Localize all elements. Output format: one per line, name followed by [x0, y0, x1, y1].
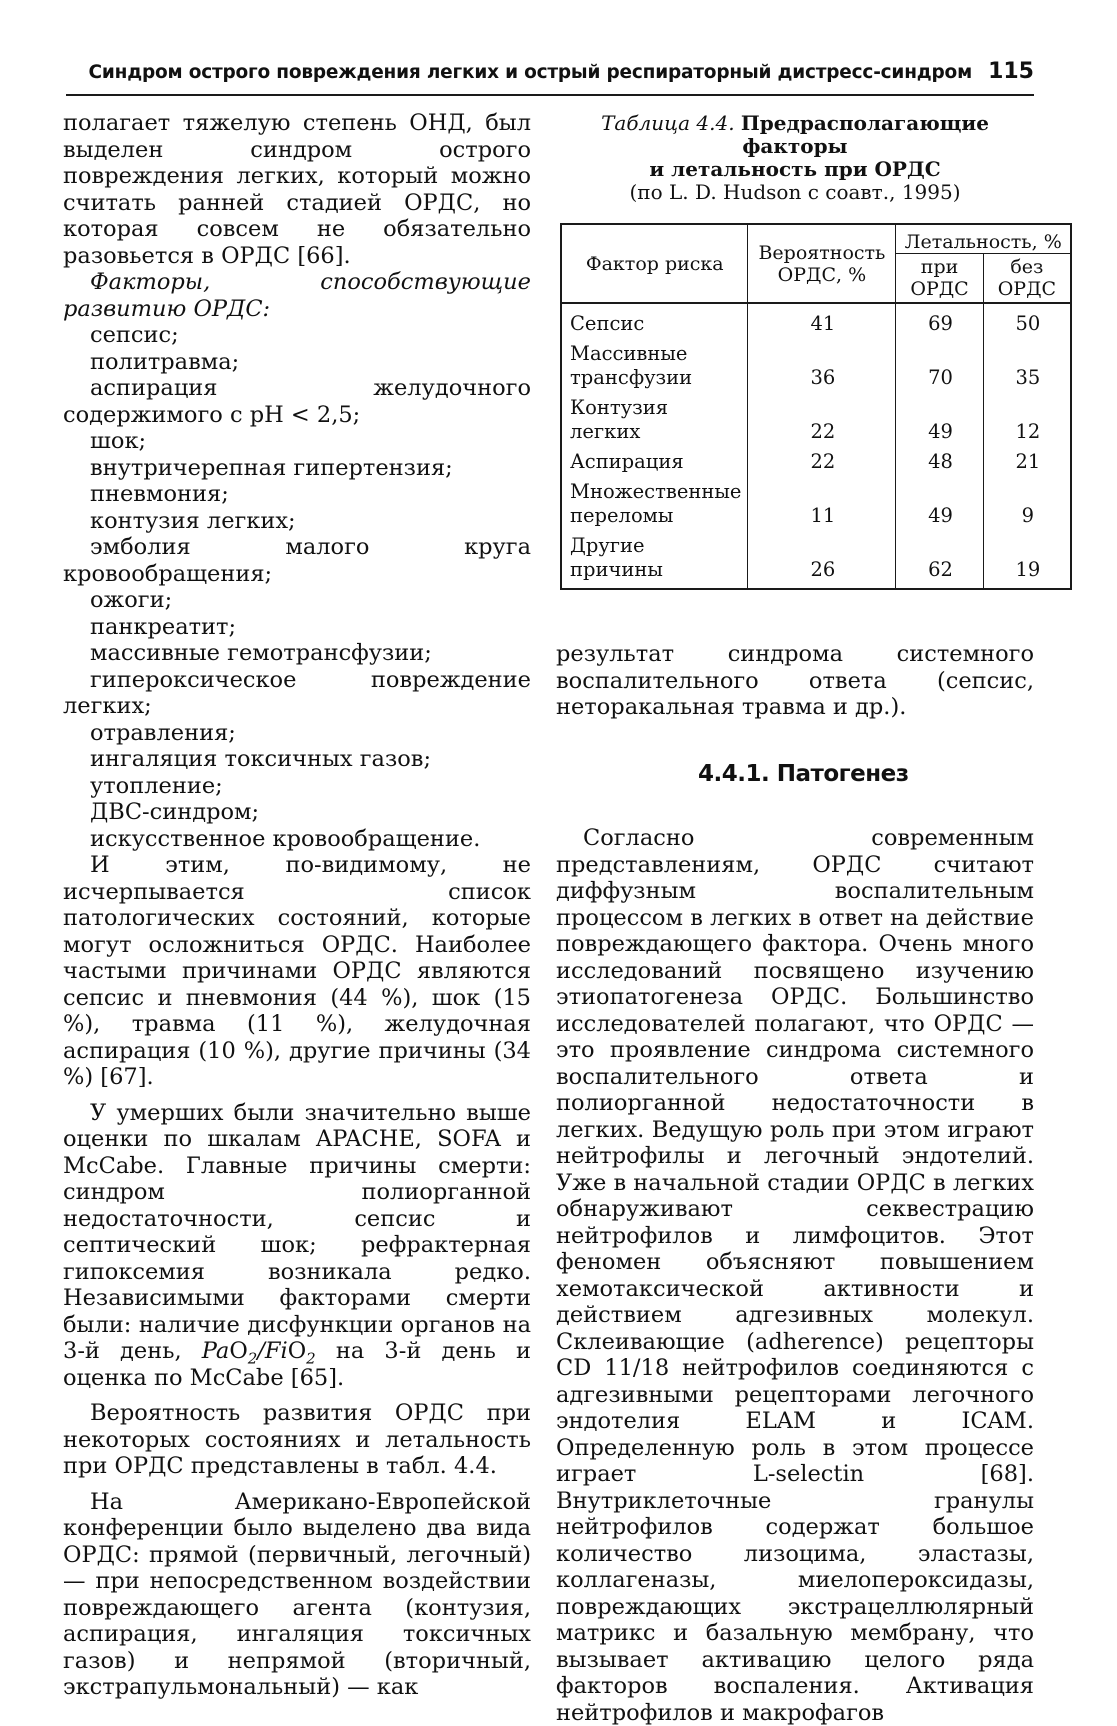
formula-pao2-fio2: PaO$_2$/FiO$_2$: [201, 1338, 316, 1368]
factor-item: внутричерепная гипертензия;: [90, 454, 453, 481]
table-row: [561, 339, 1071, 393]
paragraph-probability: Вероятность развития ОРДС при некоторых состояниях и летальность при ОРДС представлены в табл. 4.4.: [63, 1400, 531, 1479]
factor-item: гипероксическое повреждение легких;: [63, 666, 531, 719]
table-caption-title-2: и летальность при ОРДС: [649, 157, 941, 181]
table-head: [561, 224, 1071, 303]
col-header-risk: Фактор риска: [561, 224, 748, 303]
paragraph-causes: И этим, по-видимому, не исчерпывается список патологических состояний, которые могут осложниться ОРДС. Наиболее частыми причинами ОРДС являются сепсис и пневмония (44 %), шок (15 %), травма (11 %), желудочная аспирация (10 %), другие причины (34 %) [67].: [63, 852, 531, 1090]
cell-mortality-with: 62: [896, 531, 983, 589]
factor-item: ДВС-синдром;: [90, 799, 260, 825]
factor-item: ингаляция токсичных газов;: [90, 746, 432, 772]
paragraph-pathogenesis: Согласно современным представлениям, ОРДС считают диффузным воспалительным процессом в легких в ответ на действие повреждающего фактора. Очень много исследований посвящено изучению этиопатогенеза ОРДС. Большинство исследователей полагают, что ОРДС — это проявление синдрома системного воспалительного ответа и полиорганной недостаточности в легких. Ведущую роль при этом играют нейтрофилы и легочный эндотелий. Уже в начальной стадии ОРДС в легких обнаруживают секвестрацию нейтрофилов и лимфоцитов. Этот феномен объясняют повышением хемотаксической активности и действием адгезивных молекул. Склеивающие (adherence) рецепторы CD 11/18 нейтрофилов соединяются с адгезивными рецепторами легочного эндотелия ELAM и ICAM. Определенную роль в этом процессе играет L-selectin [68]. Внутриклеточные гранулы нейтрофилов содержат большое количество лизоцима, эластазы, коллагеназы, миелопероксидазы, повреждающих экстрацеллюлярный матрикс и базальную мембрану, что вызывает активацию целого ряда факторов воспаления. Активация нейтрофилов и макрофагов: [556, 825, 1034, 1726]
right-column-text: [556, 641, 1034, 1726]
table-row: [561, 393, 1071, 447]
cell-probability: 22: [748, 393, 896, 447]
paragraph-continuation: результат синдрома системного воспалительного ответа (сепсис, неторакальная травма и др.).: [556, 641, 1034, 720]
left-column: [63, 110, 531, 1701]
cell-mortality-with: 49: [896, 477, 983, 531]
col-header-probability: Вероятность ОРДС, %: [748, 224, 896, 303]
cell-probability: 22: [748, 447, 896, 477]
table-caption-line1: [556, 112, 1034, 158]
risk-factors-table: [560, 223, 1072, 590]
factor-item: сепсис;: [90, 322, 179, 348]
intro-paragraph: полагает тяжелую степень ОНД, был выделен синдром острого повреждения легких, который можно считать ранней стадией ОРДС, но которая совсем не обязательно разовьется в ОРДС [66].: [63, 110, 531, 269]
cell-mortality-with: 70: [896, 339, 983, 393]
cell-mortality-without: 21: [983, 447, 1071, 477]
table-row: [561, 531, 1071, 589]
table-caption-label: Таблица 4.4.: [601, 111, 735, 135]
col-header-mortality: Летальность, %: [896, 224, 1071, 254]
factor-item: контузия легких;: [90, 507, 296, 534]
table-caption-source: (по L. D. Hudson с соавт., 1995): [629, 180, 961, 204]
factor-item: эмболия малого круга кровообращения;: [63, 534, 531, 587]
cell-mortality-without: 12: [983, 393, 1071, 447]
cell-factor: Аспирация: [561, 447, 748, 477]
factor-item: утопление;: [90, 772, 223, 799]
paragraph-mortality-end: на 3-й день и оценка по McCabe [65].: [63, 1338, 531, 1391]
cell-mortality-with: 48: [896, 447, 983, 477]
cell-factor: Массивные трансфузии: [561, 339, 748, 393]
table-caption: [556, 112, 1034, 204]
factor-item: панкреатит;: [90, 613, 237, 640]
factor-item: искусственное кровообращение.: [90, 825, 481, 852]
factors-list-title: Факторы, способствующие развитию ОРДС:: [63, 269, 531, 322]
cell-probability: 11: [748, 477, 896, 531]
paragraph-mortality-text: У умерших были значительно выше оценки по шкалам APACHE, SOFA и McCabe. Главные причины смерти: синдром полиорганной недостаточности, сепсис и септический шок; рефрактерная гипоксемия возникала редко. Независимыми факторами смерти были: наличие дисфункции органов на 3-й день,: [63, 1099, 531, 1364]
factor-item: политравма;: [90, 348, 240, 375]
factor-item: массивные гемотрансфузии;: [90, 640, 432, 666]
paragraph-conference: На Американо-Европейской конференции было выделено два вида ОРДС: прямой (первичный, легочный) — при непосредственном воздействии повреждающего агента (контузия, аспирация, ингаляция токсичных газов) и непрямой (вторичный, экстрапульмональный) — как: [63, 1488, 531, 1700]
cell-mortality-with: 69: [896, 303, 983, 339]
factor-item: аспирация желудочного содержимого с pH < 2,5;: [63, 375, 531, 428]
cell-probability: 41: [748, 303, 896, 339]
col-header-without-ards: без ОРДС: [983, 254, 1071, 304]
cell-probability: 36: [748, 339, 896, 393]
cell-probability: 26: [748, 531, 896, 589]
cell-mortality-without: 19: [983, 531, 1071, 589]
col-header-with-ards: при ОРДС: [896, 254, 983, 304]
factor-item: отравления;: [90, 719, 236, 746]
cell-factor: Сепсис: [561, 303, 748, 339]
table-caption-title-1: Предрасполагающие факторы: [740, 111, 989, 158]
page-number: 115: [988, 59, 1034, 84]
running-header: [66, 58, 1034, 96]
running-header-title: Синдром острого повреждения легких и острый респираторный дистресс-синдром: [88, 62, 972, 83]
right-column: [556, 110, 1062, 1726]
factor-item: шок;: [90, 428, 147, 454]
table-row: [561, 477, 1071, 531]
cell-factor: Другие причины: [561, 531, 748, 589]
table-row: [561, 447, 1071, 477]
cell-mortality-with: 49: [896, 393, 983, 447]
cell-mortality-without: 50: [983, 303, 1071, 339]
factor-item: ожоги;: [90, 587, 173, 613]
cell-factor: Множественные переломы: [561, 477, 748, 531]
table-body: [561, 303, 1071, 589]
paragraph-mortality: [63, 1100, 531, 1392]
cell-mortality-without: 9: [983, 477, 1071, 531]
factors-list: [63, 322, 531, 852]
factor-item: пневмония;: [90, 481, 229, 507]
section-heading: 4.4.1. Патогенез: [698, 760, 909, 787]
table-row: [561, 303, 1071, 339]
cell-mortality-without: 35: [983, 339, 1071, 393]
cell-factor: Контузия легких: [561, 393, 748, 447]
